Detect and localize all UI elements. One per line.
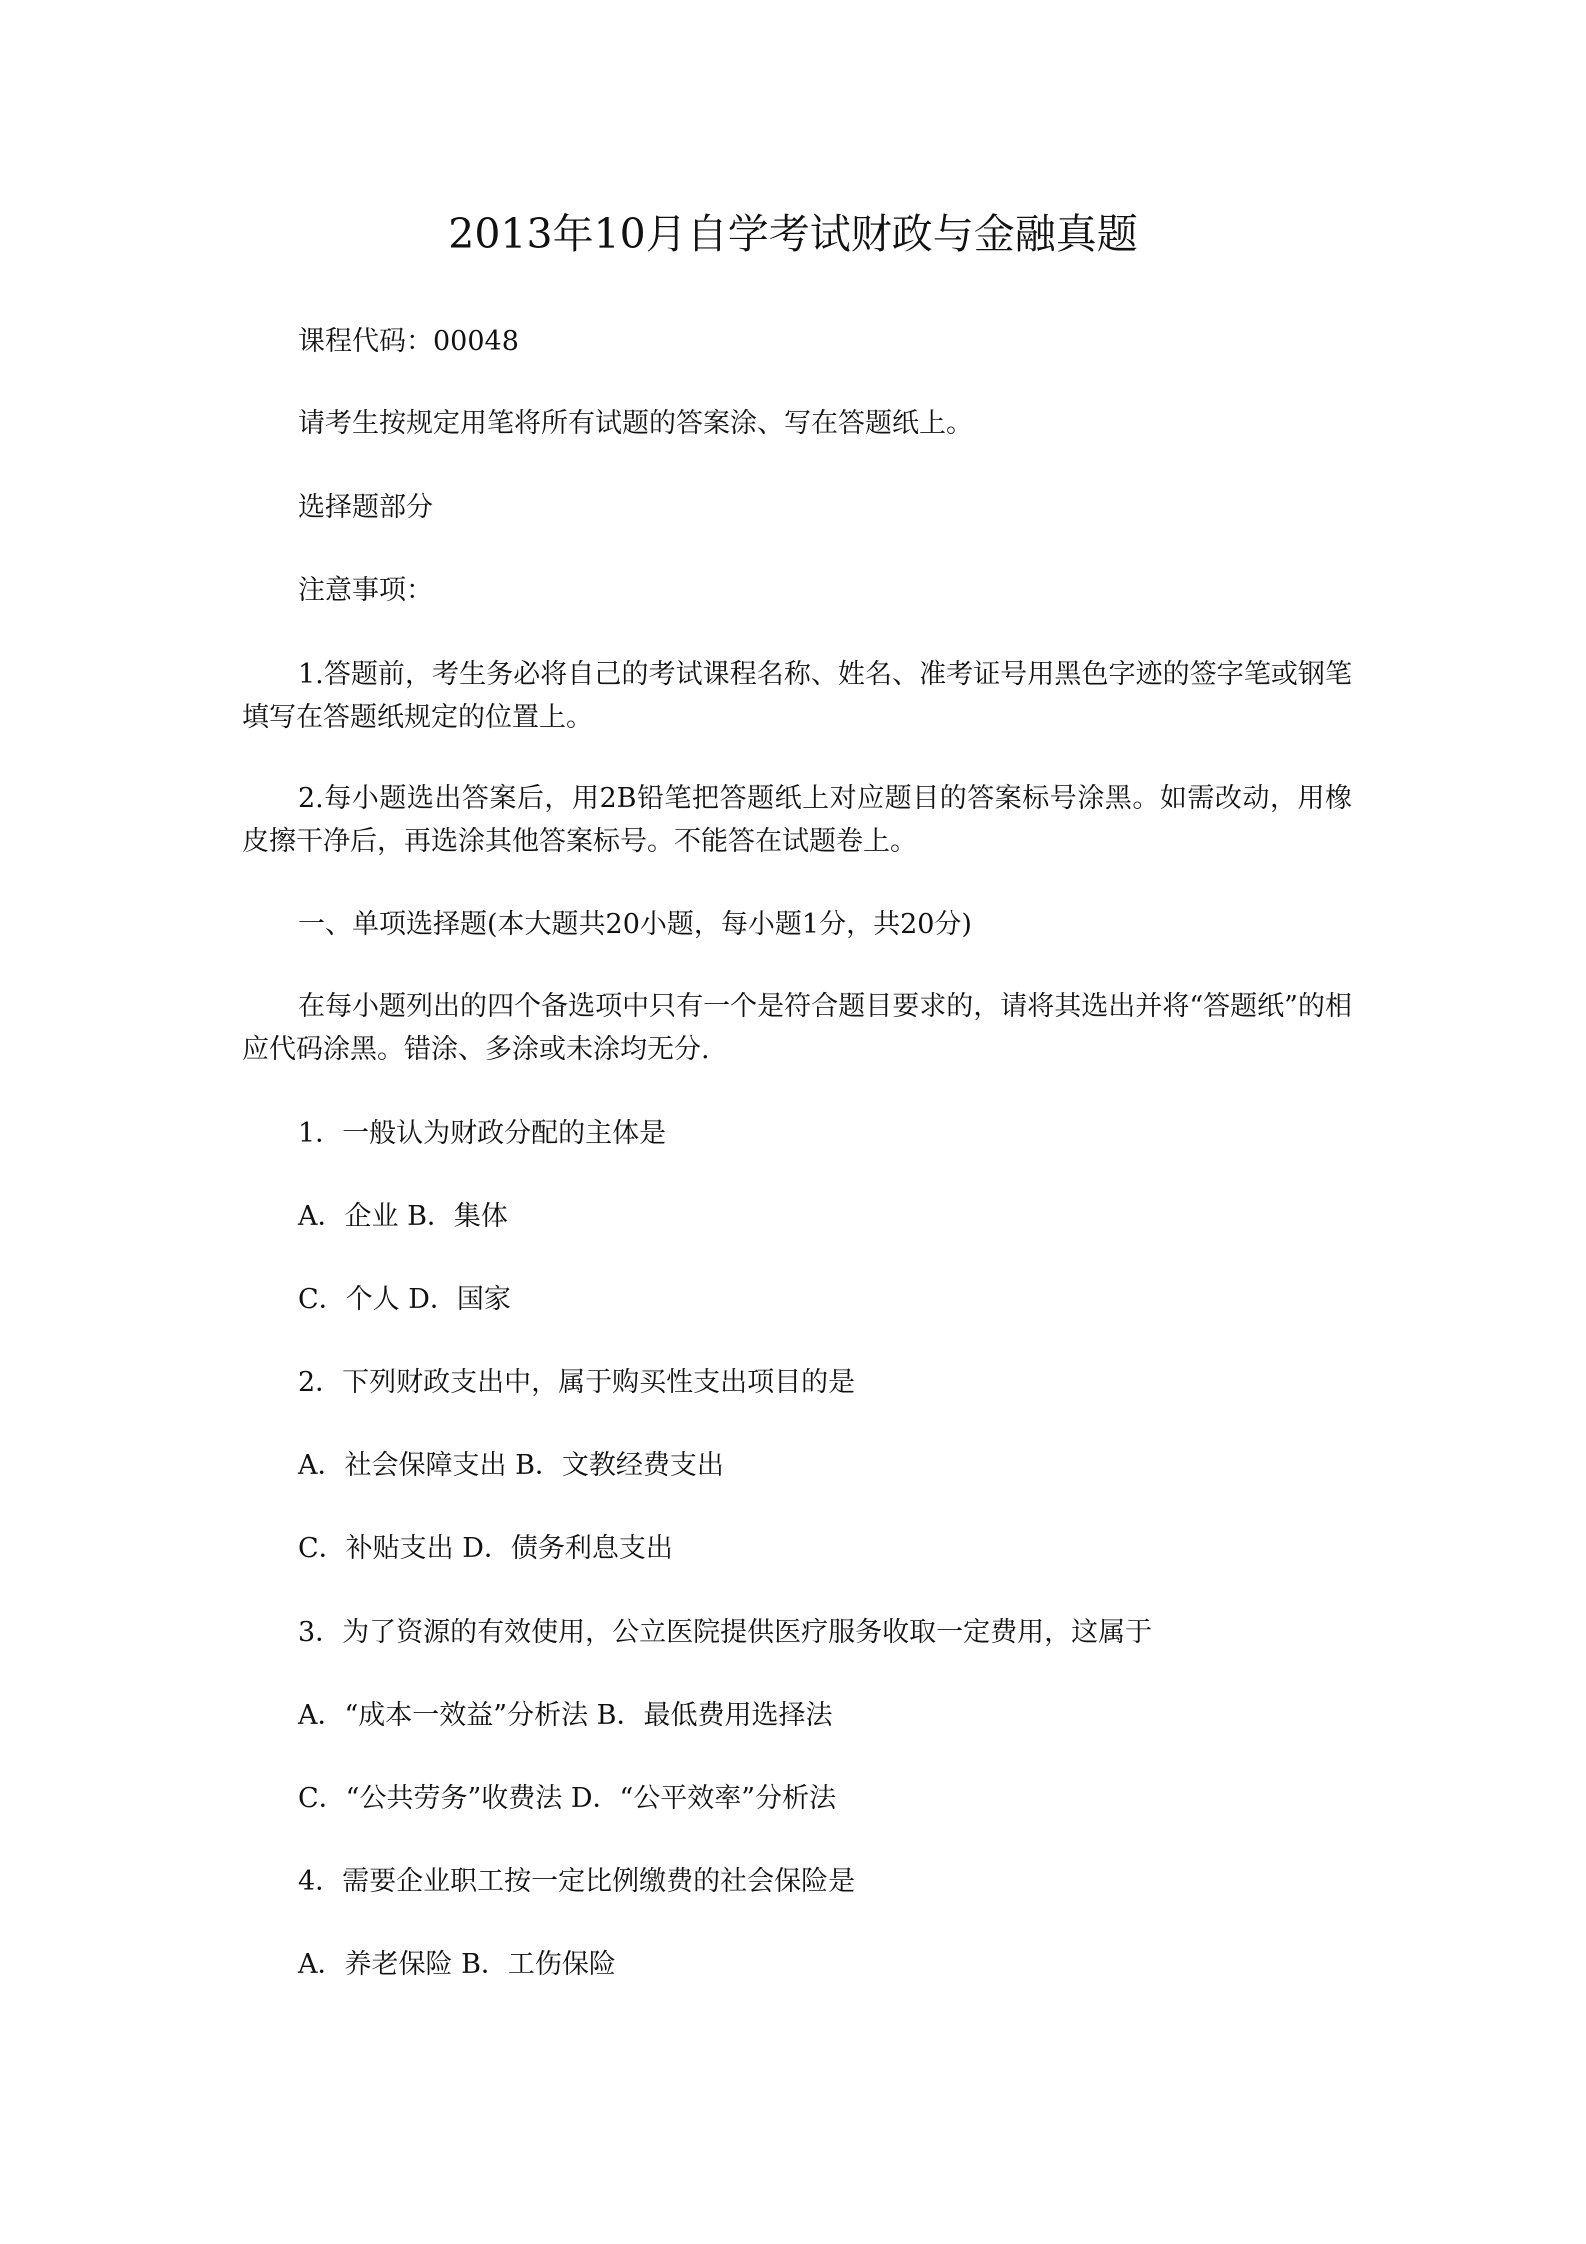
question-1-options-c-d: C．个人 D．国家 — [298, 1284, 511, 1315]
question-3-options-a-b: A．“成本一效益”分析法 B．最低费用选择法 — [298, 1700, 833, 1731]
question-1-stem: 1．一般认为财政分配的主体是 — [298, 1118, 667, 1149]
notes-heading: 注意事项： — [298, 575, 433, 606]
question-2-stem: 2．下列财政支出中，属于购买性支出项目的是 — [298, 1367, 856, 1398]
document-title: 2013年10月自学考试财政与金融真题 — [448, 210, 1138, 258]
question-3-stem: 3．为了资源的有效使用，公立医院提供医疗服务收取一定费用，这属于 — [298, 1617, 1153, 1648]
question-4-stem: 4．需要企业职工按一定比例缴费的社会保险是 — [298, 1866, 856, 1897]
answer-instruction: 请考生按规定用笔将所有试题的答案涂、写在答题纸上。 — [298, 408, 973, 439]
question-2-options-a-b: A．社会保障支出 B．文教经费支出 — [298, 1450, 724, 1481]
question-1-options-a-b: A．企业 B．集体 — [298, 1201, 508, 1232]
note-1: 1.答题前，考生务必将自己的考试课程名称、姓名、准考证号用黑色字迹的签字笔或钢笔填写在答题纸规定的位置上。 — [242, 659, 1352, 733]
course-code: 课程代码：00048 — [298, 326, 519, 357]
note-2: 2.每小题选出答案后，用2B铅笔把答题纸上对应题目的答案标号涂黑。如需改动，用橡皮擦干净后，再选涂其他答案标号。不能答在试题卷上。 — [242, 783, 1352, 857]
question-3-options-c-d: C．“公共劳务”收费法 D．“公平效率”分析法 — [298, 1783, 837, 1814]
section-instruction: 在每小题列出的四个备选项中只有一个是符合题目要求的，请将其选出并将“答题纸”的相应代码涂黑。错涂、多涂或未涂均无分. — [242, 991, 1352, 1065]
section-heading: 一、单项选择题(本大题共20小题，每小题1分，共20分) — [298, 909, 972, 940]
question-2-options-c-d: C．补贴支出 D．债务利息支出 — [298, 1533, 673, 1564]
question-4-options-a-b: A．养老保险 B．工伤保险 — [298, 1949, 616, 1980]
part-heading: 选择题部分 — [298, 492, 433, 523]
